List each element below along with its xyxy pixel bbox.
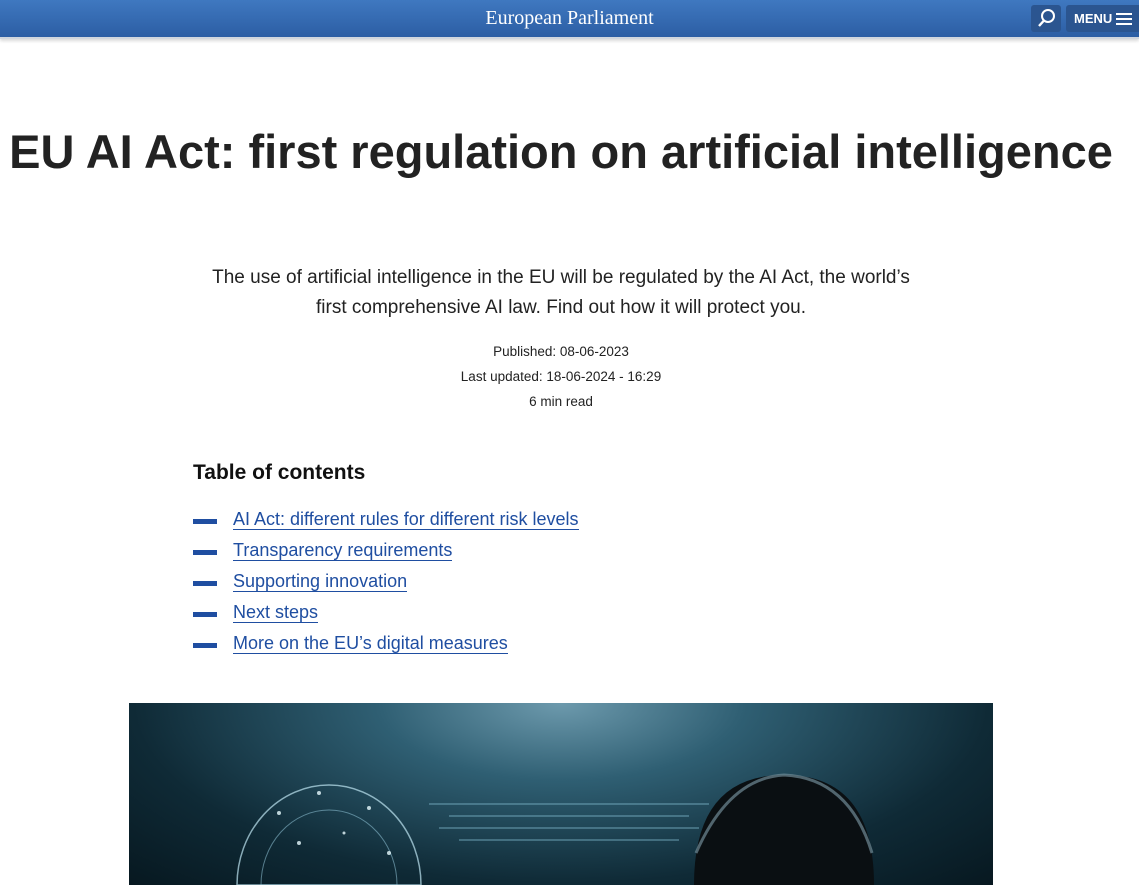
toc-link-digital-measures[interactable]: More on the EU’s digital measures xyxy=(233,633,508,653)
lead-text: The use of artificial intelligence in the EU will be regulated by the AI Act, the world’s first comprehensive AI law. Find out how it will protect you. xyxy=(212,267,910,318)
toc-item xyxy=(193,504,579,535)
search-icon xyxy=(1031,5,1061,32)
article-meta xyxy=(0,339,1122,414)
table-of-contents xyxy=(193,504,579,659)
toc-item xyxy=(193,597,579,628)
dash-icon xyxy=(193,519,217,524)
article-lead xyxy=(0,263,1122,323)
toc-item xyxy=(193,566,579,597)
top-bar xyxy=(0,0,1139,39)
toc-title: Table of contents xyxy=(193,461,366,484)
dash-icon xyxy=(193,550,217,555)
dash-icon xyxy=(193,643,217,648)
dash-icon xyxy=(193,612,217,617)
page-title: EU AI Act: first regulation on artificial intelligence xyxy=(9,125,1113,178)
ai-brain-illustration xyxy=(129,703,993,885)
search-button[interactable] xyxy=(1031,5,1061,32)
site-logo[interactable]: European Parliament xyxy=(485,7,654,29)
toc-item xyxy=(193,628,579,659)
toc-link-risk-levels[interactable]: AI Act: different rules for different risk levels xyxy=(233,509,579,529)
toc-link-transparency[interactable]: Transparency requirements xyxy=(233,540,453,560)
toc-link-innovation[interactable]: Supporting innovation xyxy=(233,571,408,591)
updated-date: Last updated: 18-06-2024 - 16:29 xyxy=(460,369,662,384)
hamburger-icon xyxy=(1116,13,1132,28)
toc-item xyxy=(193,535,579,566)
menu-label: MENU xyxy=(1074,11,1113,26)
toc-link-next-steps[interactable]: Next steps xyxy=(233,602,319,622)
dash-icon xyxy=(193,581,217,586)
published-date: Published: 08-06-2023 xyxy=(493,344,629,359)
menu-button[interactable] xyxy=(1066,5,1139,32)
hero-image xyxy=(129,703,993,885)
read-time: 6 min read xyxy=(529,394,593,409)
